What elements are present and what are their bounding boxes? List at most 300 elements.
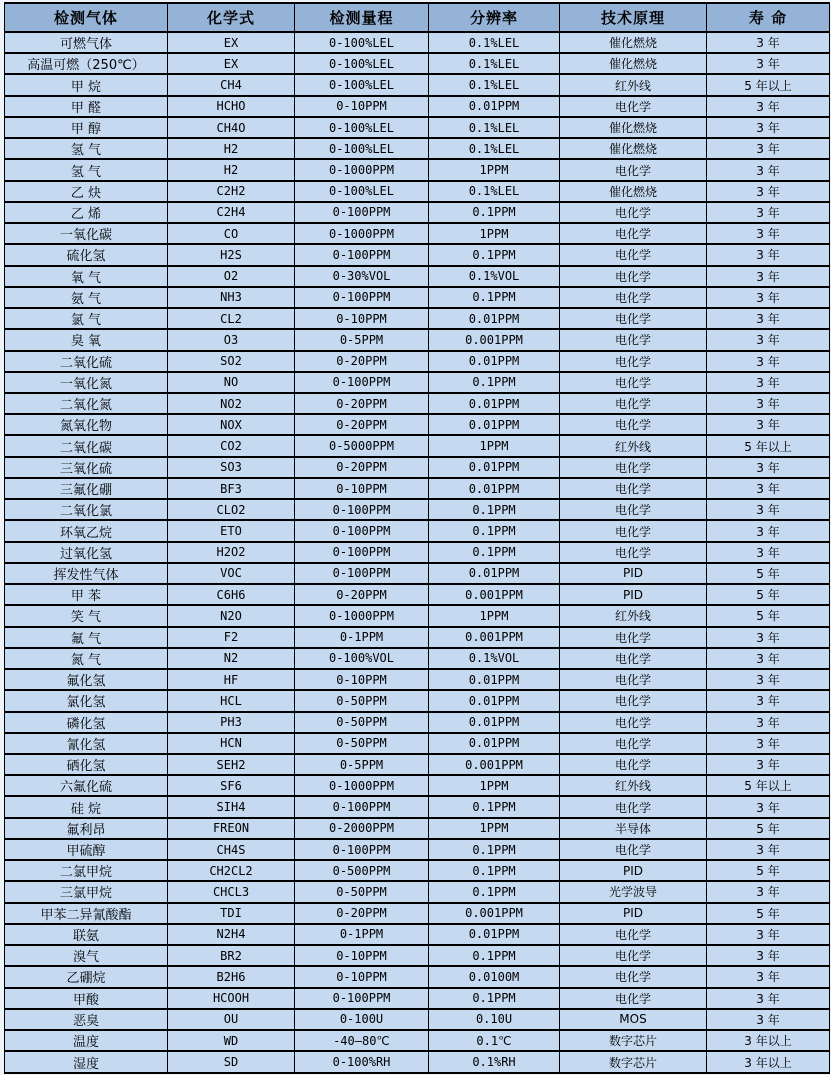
table-row: [5, 733, 830, 754]
table-row: [5, 605, 830, 626]
header-resolution: 分辨率: [429, 3, 560, 32]
life-cell: 5 年: [707, 860, 830, 881]
principle-cell: 电化学: [560, 839, 707, 860]
principle-cell: MOS: [560, 1009, 707, 1030]
gas-name-cell: 氢 气: [5, 159, 168, 180]
principle-cell: 电化学: [560, 96, 707, 117]
life-cell: 3 年: [707, 308, 830, 329]
resolution-cell: 0.1PPM: [429, 881, 560, 902]
resolution-cell: 0.1PPM: [429, 520, 560, 541]
range-cell: 0-100PPM: [295, 988, 429, 1009]
range-cell: 0-20PPM: [295, 584, 429, 605]
range-cell: 0-100%RH: [295, 1051, 429, 1073]
formula-cell: EX: [168, 53, 295, 74]
life-cell: 3 年: [707, 393, 830, 414]
resolution-cell: 1PPM: [429, 159, 560, 180]
table-row: [5, 563, 830, 584]
formula-cell: CL2: [168, 308, 295, 329]
table-body: [5, 32, 830, 1073]
range-cell: 0-1000PPM: [295, 605, 429, 626]
formula-cell: NO: [168, 372, 295, 393]
resolution-cell: 0.1%LEL: [429, 74, 560, 95]
gas-name-cell: 甲 烷: [5, 74, 168, 95]
range-cell: 0-50PPM: [295, 733, 429, 754]
resolution-cell: 0.1PPM: [429, 839, 560, 860]
life-cell: 5 年: [707, 818, 830, 839]
life-cell: 5 年以上: [707, 775, 830, 796]
resolution-cell: 0.001PPM: [429, 754, 560, 775]
gas-name-cell: 甲硫醇: [5, 839, 168, 860]
gas-name-cell: 甲苯二异氰酸酯: [5, 903, 168, 924]
life-cell: 3 年: [707, 1009, 830, 1030]
table-row: [5, 351, 830, 372]
principle-cell: 催化燃烧: [560, 53, 707, 74]
table-row: [5, 329, 830, 350]
principle-cell: 电化学: [560, 966, 707, 987]
formula-cell: O3: [168, 329, 295, 350]
range-cell: -40—80℃: [295, 1030, 429, 1051]
formula-cell: C6H6: [168, 584, 295, 605]
life-cell: 3 年: [707, 96, 830, 117]
life-cell: 3 年: [707, 181, 830, 202]
resolution-cell: 0.01PPM: [429, 669, 560, 690]
gas-name-cell: 温度: [5, 1030, 168, 1051]
resolution-cell: 0.1%RH: [429, 1051, 560, 1073]
resolution-cell: 0.1PPM: [429, 988, 560, 1009]
formula-cell: H2: [168, 138, 295, 159]
table-row: [5, 499, 830, 520]
formula-cell: HCN: [168, 733, 295, 754]
resolution-cell: 1PPM: [429, 605, 560, 626]
table-row: [5, 945, 830, 966]
table-row: [5, 74, 830, 95]
life-cell: 3 年: [707, 32, 830, 53]
resolution-cell: 0.1%LEL: [429, 181, 560, 202]
range-cell: 0-10PPM: [295, 669, 429, 690]
gas-name-cell: 乙 炔: [5, 181, 168, 202]
gas-name-cell: 甲 醛: [5, 96, 168, 117]
range-cell: 0-1PPM: [295, 924, 429, 945]
resolution-cell: 0.001PPM: [429, 329, 560, 350]
range-cell: 0-20PPM: [295, 393, 429, 414]
principle-cell: 电化学: [560, 159, 707, 180]
range-cell: 0-100PPM: [295, 839, 429, 860]
formula-cell: N2O: [168, 605, 295, 626]
table-row: [5, 308, 830, 329]
table-row: [5, 542, 830, 563]
principle-cell: 半导体: [560, 818, 707, 839]
resolution-cell: 0.1%LEL: [429, 117, 560, 138]
gas-name-cell: 湿度: [5, 1051, 168, 1073]
principle-cell: 电化学: [560, 223, 707, 244]
formula-cell: H2S: [168, 244, 295, 265]
formula-cell: EX: [168, 32, 295, 53]
life-cell: 5 年: [707, 903, 830, 924]
principle-cell: 红外线: [560, 605, 707, 626]
range-cell: 0-1PPM: [295, 627, 429, 648]
principle-cell: 电化学: [560, 648, 707, 669]
resolution-cell: 0.001PPM: [429, 627, 560, 648]
gas-name-cell: 一氧化氮: [5, 372, 168, 393]
gas-name-cell: 氮氧化物: [5, 414, 168, 435]
range-cell: 0-100%LEL: [295, 181, 429, 202]
resolution-cell: 1PPM: [429, 818, 560, 839]
range-cell: 0-10PPM: [295, 308, 429, 329]
range-cell: 0-1000PPM: [295, 775, 429, 796]
principle-cell: 催化燃烧: [560, 138, 707, 159]
principle-cell: 电化学: [560, 308, 707, 329]
range-cell: 0-100PPM: [295, 372, 429, 393]
formula-cell: OU: [168, 1009, 295, 1030]
resolution-cell: 0.1%LEL: [429, 32, 560, 53]
life-cell: 3 年: [707, 881, 830, 902]
life-cell: 3 年: [707, 839, 830, 860]
principle-cell: PID: [560, 563, 707, 584]
life-cell: 3 年: [707, 457, 830, 478]
life-cell: 3 年: [707, 945, 830, 966]
resolution-cell: 0.01PPM: [429, 478, 560, 499]
life-cell: 3 年: [707, 754, 830, 775]
formula-cell: SF6: [168, 775, 295, 796]
range-cell: 0-20PPM: [295, 903, 429, 924]
life-cell: 5 年: [707, 605, 830, 626]
resolution-cell: 0.1PPM: [429, 945, 560, 966]
principle-cell: 电化学: [560, 712, 707, 733]
table-row: [5, 669, 830, 690]
gas-name-cell: 二氧化氯: [5, 499, 168, 520]
resolution-cell: 0.1℃: [429, 1030, 560, 1051]
resolution-cell: 0.01PPM: [429, 393, 560, 414]
life-cell: 3 年: [707, 542, 830, 563]
table-row: [5, 903, 830, 924]
range-cell: 0-10PPM: [295, 966, 429, 987]
gas-name-cell: 过氧化氢: [5, 542, 168, 563]
header-gas: 检测气体: [5, 3, 168, 32]
principle-cell: 电化学: [560, 542, 707, 563]
life-cell: 3 年: [707, 372, 830, 393]
formula-cell: B2H6: [168, 966, 295, 987]
gas-name-cell: 硅 烷: [5, 796, 168, 817]
resolution-cell: 0.01PPM: [429, 712, 560, 733]
table-row: [5, 96, 830, 117]
formula-cell: CLO2: [168, 499, 295, 520]
range-cell: 0-5PPM: [295, 754, 429, 775]
principle-cell: 红外线: [560, 74, 707, 95]
formula-cell: TDI: [168, 903, 295, 924]
gas-name-cell: 一氧化碳: [5, 223, 168, 244]
range-cell: 0-100PPM: [295, 244, 429, 265]
range-cell: 0-5PPM: [295, 329, 429, 350]
formula-cell: BR2: [168, 945, 295, 966]
principle-cell: 红外线: [560, 435, 707, 456]
range-cell: 0-50PPM: [295, 690, 429, 711]
principle-cell: 电化学: [560, 520, 707, 541]
resolution-cell: 0.1PPM: [429, 287, 560, 308]
resolution-cell: 0.01PPM: [429, 457, 560, 478]
header-row: [5, 3, 830, 32]
table-row: [5, 159, 830, 180]
formula-cell: N2H4: [168, 924, 295, 945]
table-row: [5, 690, 830, 711]
formula-cell: CH4: [168, 74, 295, 95]
table-row: [5, 648, 830, 669]
range-cell: 0-100PPM: [295, 499, 429, 520]
life-cell: 3 年: [707, 244, 830, 265]
range-cell: 0-100PPM: [295, 542, 429, 563]
table-row: [5, 988, 830, 1009]
principle-cell: 电化学: [560, 393, 707, 414]
formula-cell: HF: [168, 669, 295, 690]
table-row: [5, 478, 830, 499]
formula-cell: FREON: [168, 818, 295, 839]
table-row: [5, 372, 830, 393]
range-cell: 0-1000PPM: [295, 223, 429, 244]
table-row: [5, 754, 830, 775]
resolution-cell: 0.01PPM: [429, 924, 560, 945]
gas-name-cell: 笑 气: [5, 605, 168, 626]
life-cell: 5 年: [707, 584, 830, 605]
formula-cell: HCHO: [168, 96, 295, 117]
range-cell: 0-10PPM: [295, 945, 429, 966]
table-row: [5, 860, 830, 881]
principle-cell: 电化学: [560, 266, 707, 287]
formula-cell: H2O2: [168, 542, 295, 563]
table-row: [5, 796, 830, 817]
range-cell: 0-100PPM: [295, 563, 429, 584]
gas-name-cell: 高温可燃（250℃）: [5, 53, 168, 74]
formula-cell: HCOOH: [168, 988, 295, 1009]
principle-cell: 催化燃烧: [560, 32, 707, 53]
resolution-cell: 0.01PPM: [429, 414, 560, 435]
table-row: [5, 117, 830, 138]
principle-cell: 电化学: [560, 499, 707, 520]
life-cell: 3 年: [707, 478, 830, 499]
resolution-cell: 0.01PPM: [429, 690, 560, 711]
resolution-cell: 0.1PPM: [429, 372, 560, 393]
range-cell: 0-100%LEL: [295, 53, 429, 74]
table-row: [5, 881, 830, 902]
formula-cell: CH4S: [168, 839, 295, 860]
formula-cell: SD: [168, 1051, 295, 1073]
formula-cell: N2: [168, 648, 295, 669]
gas-name-cell: 溴气: [5, 945, 168, 966]
gas-name-cell: 甲酸: [5, 988, 168, 1009]
life-cell: 3 年: [707, 924, 830, 945]
gas-name-cell: 二氧化碳: [5, 435, 168, 456]
resolution-cell: 0.10U: [429, 1009, 560, 1030]
range-cell: 0-100PPM: [295, 202, 429, 223]
table-row: [5, 287, 830, 308]
range-cell: 0-100%VOL: [295, 648, 429, 669]
formula-cell: SEH2: [168, 754, 295, 775]
principle-cell: 催化燃烧: [560, 181, 707, 202]
gas-name-cell: 六氟化硫: [5, 775, 168, 796]
gas-name-cell: 联氨: [5, 924, 168, 945]
table-row: [5, 584, 830, 605]
gas-name-cell: 氮 气: [5, 648, 168, 669]
resolution-cell: 0.1%LEL: [429, 138, 560, 159]
principle-cell: 电化学: [560, 690, 707, 711]
table-row: [5, 924, 830, 945]
range-cell: 0-100PPM: [295, 796, 429, 817]
life-cell: 3 年: [707, 351, 830, 372]
table-row: [5, 435, 830, 456]
resolution-cell: 0.1%VOL: [429, 266, 560, 287]
gas-name-cell: 氟利昂: [5, 818, 168, 839]
resolution-cell: 0.01PPM: [429, 563, 560, 584]
range-cell: 0-20PPM: [295, 414, 429, 435]
gas-name-cell: 氟化氢: [5, 669, 168, 690]
table-row: [5, 32, 830, 53]
life-cell: 3 年: [707, 712, 830, 733]
gas-name-cell: 硒化氢: [5, 754, 168, 775]
table-row: [5, 266, 830, 287]
life-cell: 3 年: [707, 648, 830, 669]
resolution-cell: 0.1PPM: [429, 860, 560, 881]
table-row: [5, 202, 830, 223]
header-range: 检测量程: [295, 3, 429, 32]
principle-cell: 电化学: [560, 733, 707, 754]
table-row: [5, 775, 830, 796]
life-cell: 3 年: [707, 669, 830, 690]
range-cell: 0-2000PPM: [295, 818, 429, 839]
gas-name-cell: 甲 醇: [5, 117, 168, 138]
principle-cell: 电化学: [560, 244, 707, 265]
resolution-cell: 0.1PPM: [429, 244, 560, 265]
formula-cell: C2H4: [168, 202, 295, 223]
formula-cell: WD: [168, 1030, 295, 1051]
gas-name-cell: 二氯甲烷: [5, 860, 168, 881]
gas-name-cell: 可燃气体: [5, 32, 168, 53]
life-cell: 5 年以上: [707, 435, 830, 456]
life-cell: 3 年: [707, 287, 830, 308]
range-cell: 0-5000PPM: [295, 435, 429, 456]
range-cell: 0-10PPM: [295, 478, 429, 499]
resolution-cell: 0.01PPM: [429, 351, 560, 372]
principle-cell: 电化学: [560, 924, 707, 945]
principle-cell: 电化学: [560, 287, 707, 308]
range-cell: 0-100PPM: [295, 287, 429, 308]
gas-name-cell: 甲 苯: [5, 584, 168, 605]
resolution-cell: 0.001PPM: [429, 903, 560, 924]
resolution-cell: 0.1PPM: [429, 796, 560, 817]
gas-name-cell: 环氧乙烷: [5, 520, 168, 541]
table-row: [5, 520, 830, 541]
principle-cell: 电化学: [560, 372, 707, 393]
gas-sensor-spec-table: [4, 2, 830, 1074]
life-cell: 3 年: [707, 627, 830, 648]
range-cell: 0-50PPM: [295, 712, 429, 733]
life-cell: 3 年: [707, 733, 830, 754]
range-cell: 0-100U: [295, 1009, 429, 1030]
gas-name-cell: 磷化氢: [5, 712, 168, 733]
table-row: [5, 181, 830, 202]
range-cell: 0-100%LEL: [295, 32, 429, 53]
principle-cell: PID: [560, 903, 707, 924]
header-principle: 技术原理: [560, 3, 707, 32]
principle-cell: 电化学: [560, 754, 707, 775]
table-row: [5, 53, 830, 74]
life-cell: 3 年: [707, 266, 830, 287]
life-cell: 3 年: [707, 499, 830, 520]
life-cell: 3 年: [707, 53, 830, 74]
principle-cell: 电化学: [560, 478, 707, 499]
principle-cell: PID: [560, 860, 707, 881]
life-cell: 3 年: [707, 690, 830, 711]
range-cell: 0-100PPM: [295, 520, 429, 541]
formula-cell: BF3: [168, 478, 295, 499]
resolution-cell: 1PPM: [429, 775, 560, 796]
gas-name-cell: 乙硼烷: [5, 966, 168, 987]
resolution-cell: 0.1PPM: [429, 499, 560, 520]
range-cell: 0-1000PPM: [295, 159, 429, 180]
formula-cell: PH3: [168, 712, 295, 733]
formula-cell: CO: [168, 223, 295, 244]
life-cell: 3 年以上: [707, 1051, 830, 1073]
gas-name-cell: 氯化氢: [5, 690, 168, 711]
resolution-cell: 0.1%LEL: [429, 53, 560, 74]
formula-cell: F2: [168, 627, 295, 648]
principle-cell: 光学波导: [560, 881, 707, 902]
gas-name-cell: 恶臭: [5, 1009, 168, 1030]
life-cell: 3 年: [707, 138, 830, 159]
table-row: [5, 244, 830, 265]
life-cell: 3 年: [707, 966, 830, 987]
formula-cell: SO3: [168, 457, 295, 478]
formula-cell: VOC: [168, 563, 295, 584]
resolution-cell: 0.01PPM: [429, 308, 560, 329]
gas-name-cell: 氧 气: [5, 266, 168, 287]
table-row: [5, 457, 830, 478]
table-row: [5, 1030, 830, 1051]
gas-name-cell: 三氧化硫: [5, 457, 168, 478]
life-cell: 3 年: [707, 202, 830, 223]
formula-cell: H2: [168, 159, 295, 180]
formula-cell: CO2: [168, 435, 295, 456]
life-cell: 3 年: [707, 796, 830, 817]
table-row: [5, 138, 830, 159]
formula-cell: C2H2: [168, 181, 295, 202]
life-cell: 5 年以上: [707, 74, 830, 95]
formula-cell: SIH4: [168, 796, 295, 817]
life-cell: 3 年: [707, 520, 830, 541]
formula-cell: ETO: [168, 520, 295, 541]
table-row: [5, 966, 830, 987]
formula-cell: O2: [168, 266, 295, 287]
formula-cell: CH2CL2: [168, 860, 295, 881]
resolution-cell: 0.01PPM: [429, 96, 560, 117]
principle-cell: 电化学: [560, 627, 707, 648]
resolution-cell: 0.0100M: [429, 966, 560, 987]
gas-name-cell: 氢 气: [5, 138, 168, 159]
resolution-cell: 1PPM: [429, 435, 560, 456]
resolution-cell: 0.1PPM: [429, 542, 560, 563]
life-cell: 5 年: [707, 563, 830, 584]
range-cell: 0-20PPM: [295, 457, 429, 478]
formula-cell: CH4O: [168, 117, 295, 138]
life-cell: 3 年: [707, 117, 830, 138]
table-row: [5, 818, 830, 839]
gas-name-cell: 乙 烯: [5, 202, 168, 223]
life-cell: 3 年: [707, 329, 830, 350]
gas-name-cell: 氯 气: [5, 308, 168, 329]
range-cell: 0-50PPM: [295, 881, 429, 902]
gas-name-cell: 氨 气: [5, 287, 168, 308]
gas-name-cell: 三氯甲烷: [5, 881, 168, 902]
header-life: 寿 命: [707, 3, 830, 32]
resolution-cell: 0.1%VOL: [429, 648, 560, 669]
resolution-cell: 0.01PPM: [429, 733, 560, 754]
